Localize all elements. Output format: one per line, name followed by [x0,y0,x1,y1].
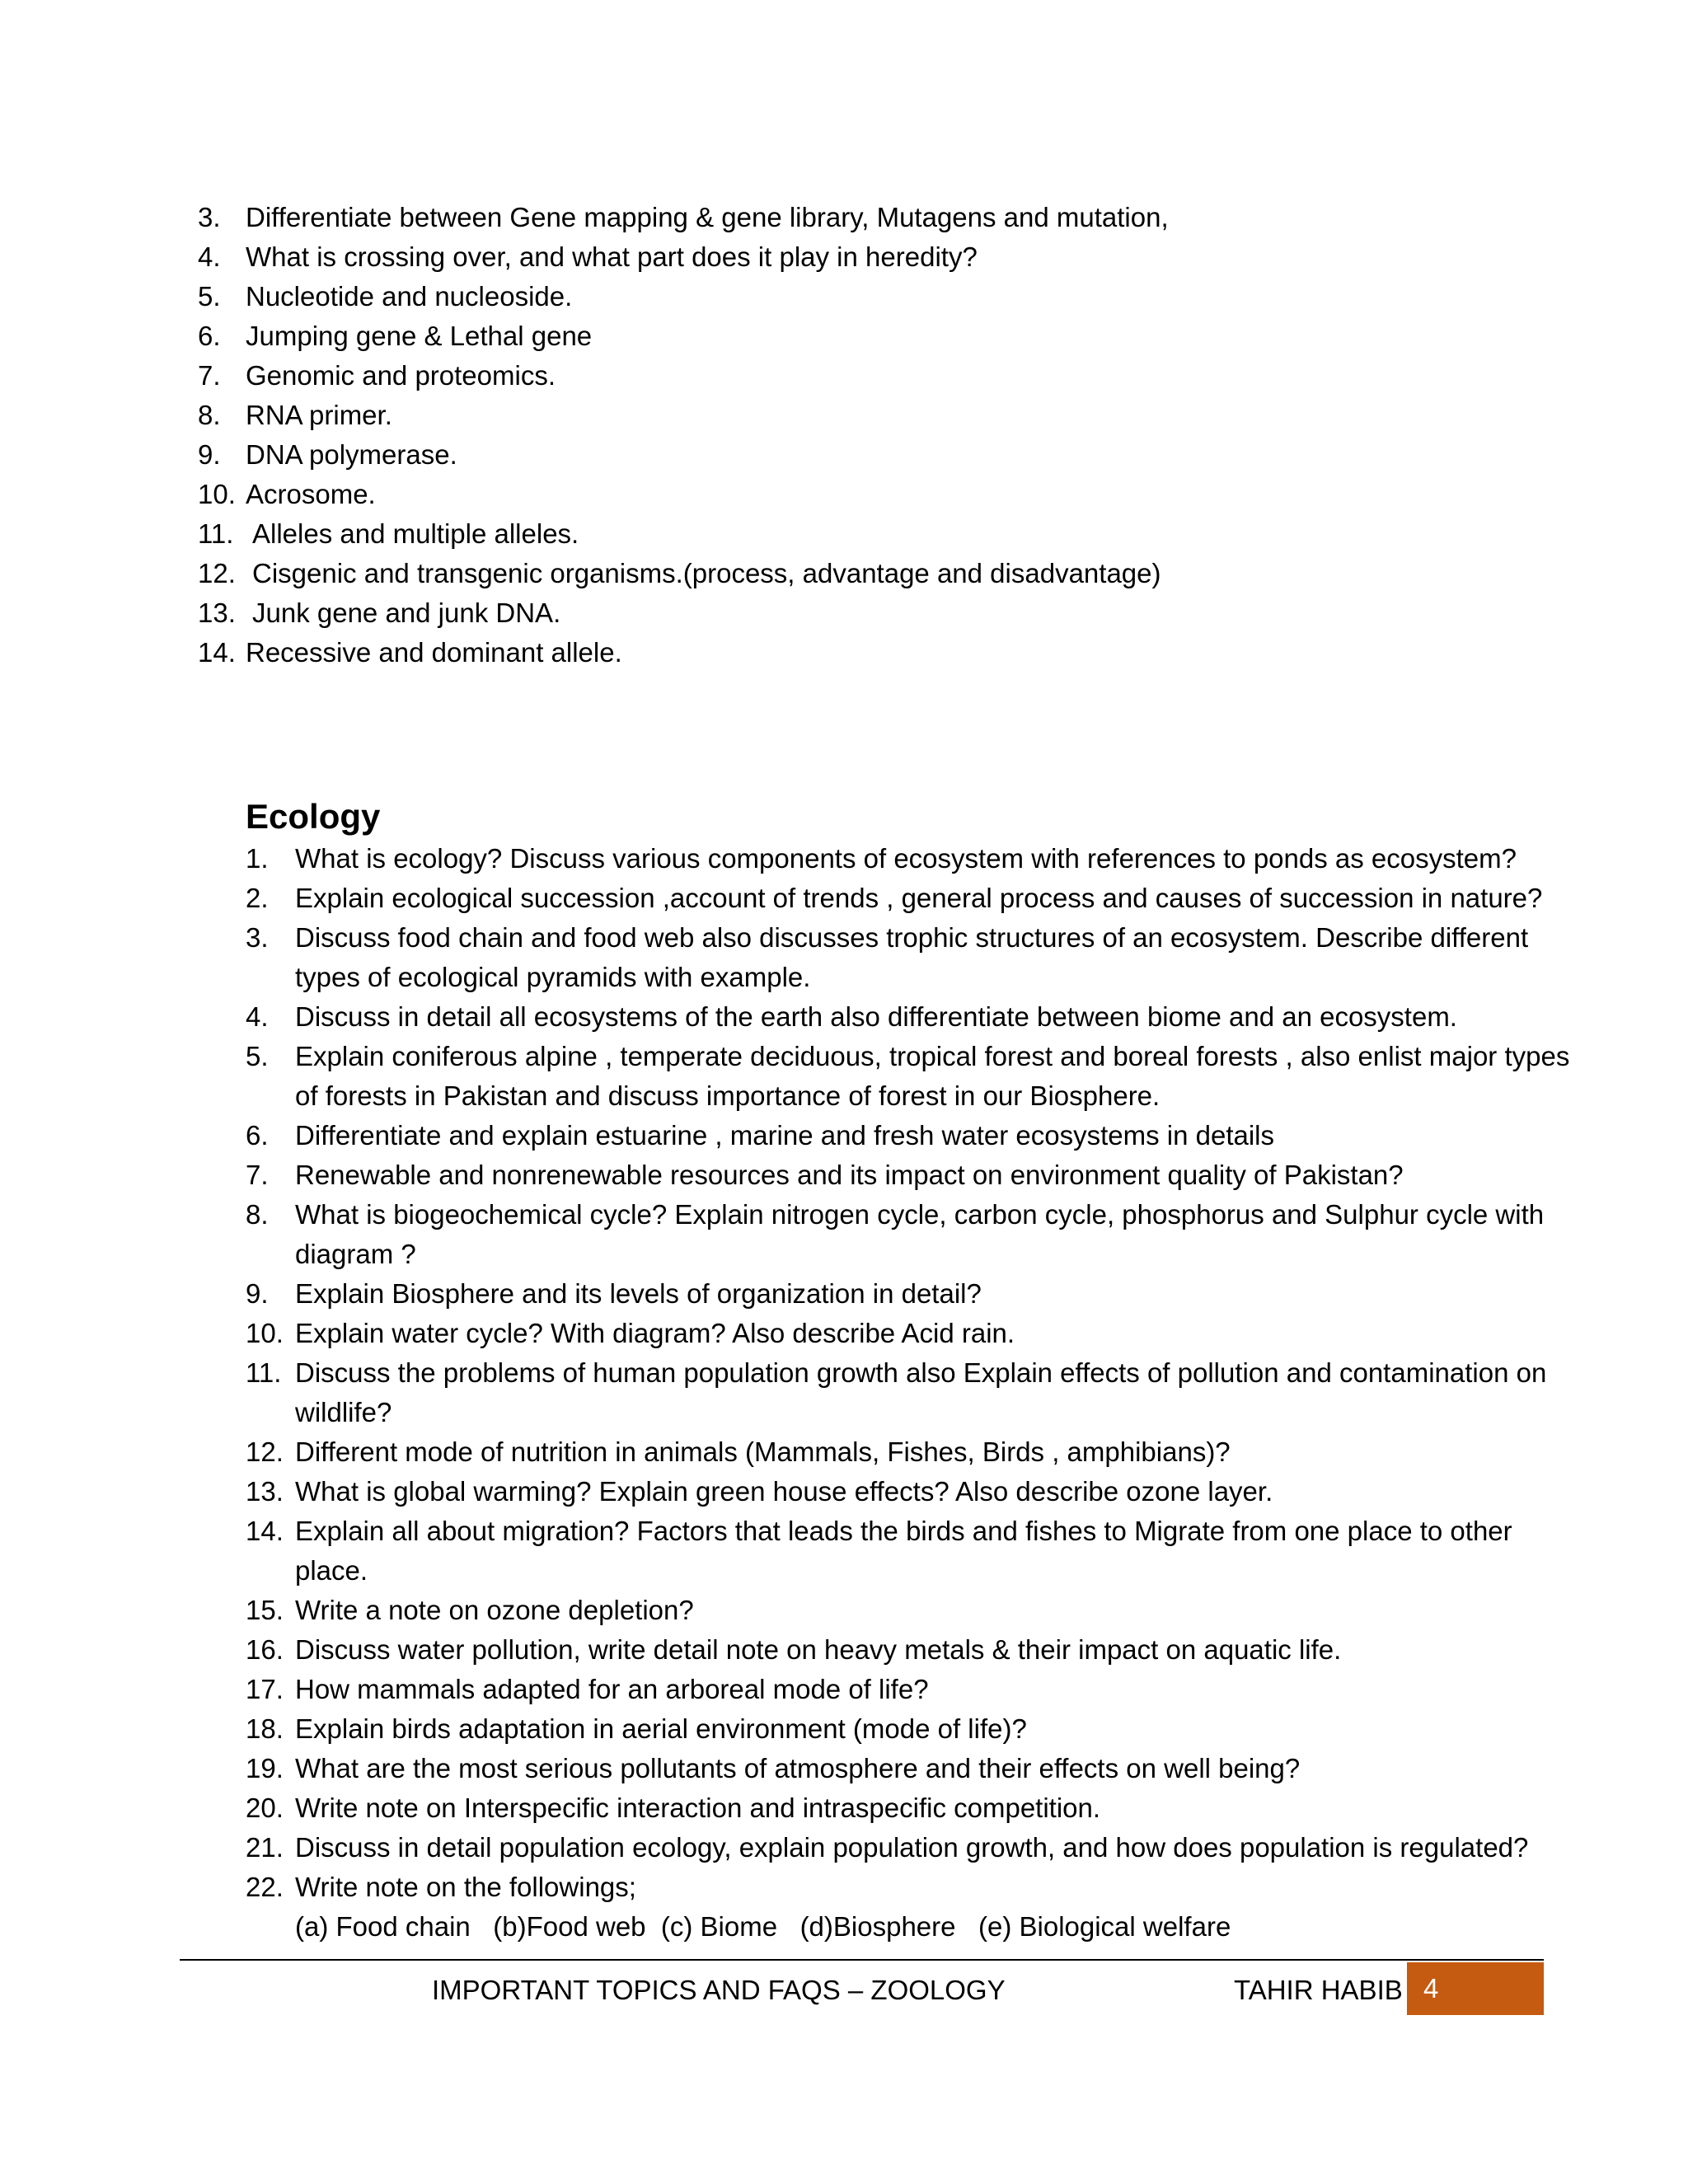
list-item [198,198,1599,237]
item-text: Recessive and dominant allele. [246,637,622,668]
item-text: What is global warming? Explain green house effects? Also describe ozone layer. [295,1476,1273,1507]
item-number: 4. [198,241,221,272]
item-number: 11. [198,518,234,549]
item-text: Renewable and nonrenewable resources and its impact on environment quality of Pakistan? [295,1160,1404,1190]
item-number: 6. [198,321,221,351]
item-text: Discuss food chain and food web also discusses trophic structures of an ecosystem. Describe different types of ecological pyramids with example. [295,922,1529,992]
item-text: DNA polymerase. [246,439,457,470]
list-item [246,1868,1581,1947]
item-text: Discuss the problems of human population growth also Explain effects of pollution and contamination on wildlife? [295,1357,1547,1427]
item-number: 3. [198,202,221,232]
item-text: Discuss in detail population ecology, explain population growth, and how does population is regulated? [295,1832,1529,1863]
footer-title: IMPORTANT TOPICS AND FAQS – ZOOLOGY [432,1975,1006,2005]
item-number: 10. [246,1318,284,1348]
list-item [246,1432,1581,1472]
list-item [246,918,1581,997]
genetics-topic-list [198,198,1599,673]
list-item [246,879,1581,918]
item-text: Explain coniferous alpine , temperate deciduous, tropical forest and boreal forests , also enlist major types of forests in Pakistan and discuss importance of forest in our Biosphere. [295,1041,1570,1111]
item-text: Cisgenic and transgenic organisms.(process, advantage and disadvantage) [252,558,1161,588]
item-number: 8. [198,400,221,430]
item-text: Jumping gene & Lethal gene [246,321,593,351]
list-item [246,1195,1581,1274]
item-number: 5. [198,281,221,312]
item-text: Genomic and proteomics. [246,360,556,391]
list-item [198,316,1599,356]
item-number: 7. [246,1160,269,1190]
item-number: 22. [246,1872,284,1902]
item-number: 12. [198,558,236,588]
list-item [198,475,1599,514]
list-item [198,237,1599,277]
list-item [246,1511,1581,1591]
list-item [198,277,1599,316]
item-number: 9. [198,439,221,470]
item-number: 4. [246,1001,269,1032]
list-item [246,1709,1581,1749]
list-item [198,554,1599,593]
item-text: Nucleotide and nucleoside. [246,281,573,312]
list-item [246,997,1581,1037]
list-item [246,1749,1581,1788]
list-item [246,1037,1581,1116]
item-text: What is crossing over, and what part does it play in heredity? [246,241,978,272]
item-number: 2. [246,883,269,913]
item-text: Different mode of nutrition in animals (Mammals, Fishes, Birds , amphibians)? [295,1436,1231,1467]
footer-author: TAHIR HABIB [1234,1975,1403,2005]
section-heading: Ecology [246,797,381,836]
item-number: 3. [246,922,269,953]
list-item [246,1788,1581,1828]
item-text: Explain ecological succession ,account of trends , general process and causes of succession in nature? [295,883,1543,913]
item-number: 1. [246,843,269,874]
item-number: 10. [198,479,236,509]
item-text: Discuss in detail all ecosystems of the earth also differentiate between biome and an ecosystem. [295,1001,1457,1032]
item-number: 17. [246,1674,284,1704]
item-number: 21. [246,1832,284,1863]
item-number: 13. [198,598,236,628]
list-item [246,1670,1581,1709]
item-text: Discuss water pollution, write detail note on heavy metals & their impact on aquatic life. [295,1634,1342,1665]
item-number: 9. [246,1278,269,1309]
item-text: RNA primer. [246,400,392,430]
item-number: 14. [246,1516,284,1546]
list-item [198,633,1599,673]
item-text: Explain birds adaptation in aerial environment (mode of life)? [295,1713,1027,1744]
list-item [198,396,1599,435]
list-item [246,1116,1581,1155]
item-text: Explain water cycle? With diagram? Also describe Acid rain. [295,1318,1015,1348]
footer-divider [180,1959,1544,1961]
item-number: 14. [198,637,236,668]
item-text: Junk gene and junk DNA. [252,598,561,628]
list-item [198,435,1599,475]
list-item [246,1274,1581,1314]
item-number: 13. [246,1476,284,1507]
item-number: 7. [198,360,221,391]
ecology-question-list [246,839,1581,1947]
list-item [246,1828,1581,1868]
item-number: 18. [246,1713,284,1744]
sub-items-text: (a) Food chain (b)Food web (c) Biome (d)Biosphere (e) Biological welfare [295,1911,1231,1942]
item-number: 19. [246,1753,284,1783]
item-number: 11. [246,1357,282,1388]
item-text: Explain Biosphere and its levels of organization in detail? [295,1278,982,1309]
item-number: 6. [246,1120,269,1151]
item-number: 16. [246,1634,284,1665]
item-number: 20. [246,1793,284,1823]
list-item [246,1155,1581,1195]
list-item [246,839,1581,879]
list-item [198,356,1599,396]
item-number: 15. [246,1595,284,1625]
item-number: 12. [246,1436,284,1467]
item-number: 8. [246,1199,269,1230]
item-text: Write note on the followings; [295,1872,636,1902]
item-text: Write a note on ozone depletion? [295,1595,694,1625]
item-text: Alleles and multiple alleles. [252,518,579,549]
item-text: What is ecology? Discuss various components of ecosystem with references to ponds as ecosystem? [295,843,1517,874]
item-number: 5. [246,1041,269,1071]
item-text: Explain all about migration? Factors that leads the birds and fishes to Migrate from one place to other place. [295,1516,1512,1586]
list-item [246,1630,1581,1670]
item-text: Differentiate between Gene mapping & gene library, Mutagens and mutation, [246,202,1169,232]
item-text: Acrosome. [246,479,376,509]
page-number: 4 [1423,1973,1439,2004]
item-text: What are the most serious pollutants of atmosphere and their effects on well being? [295,1753,1301,1783]
list-item [246,1353,1581,1432]
list-item [198,593,1599,633]
item-text: How mammals adapted for an arboreal mode of life? [295,1674,929,1704]
list-item [246,1591,1581,1630]
item-text: Differentiate and explain estuarine , marine and fresh water ecosystems in details [295,1120,1275,1151]
list-item [246,1472,1581,1511]
list-item [246,1314,1581,1353]
list-item [198,514,1599,554]
item-text: What is biogeochemical cycle? Explain nitrogen cycle, carbon cycle, phosphorus and Sulphur cycle with diagram ? [295,1199,1545,1269]
page-number-badge [1407,1962,1544,2015]
item-text: Write note on Interspecific interaction and intraspecific competition. [295,1793,1101,1823]
